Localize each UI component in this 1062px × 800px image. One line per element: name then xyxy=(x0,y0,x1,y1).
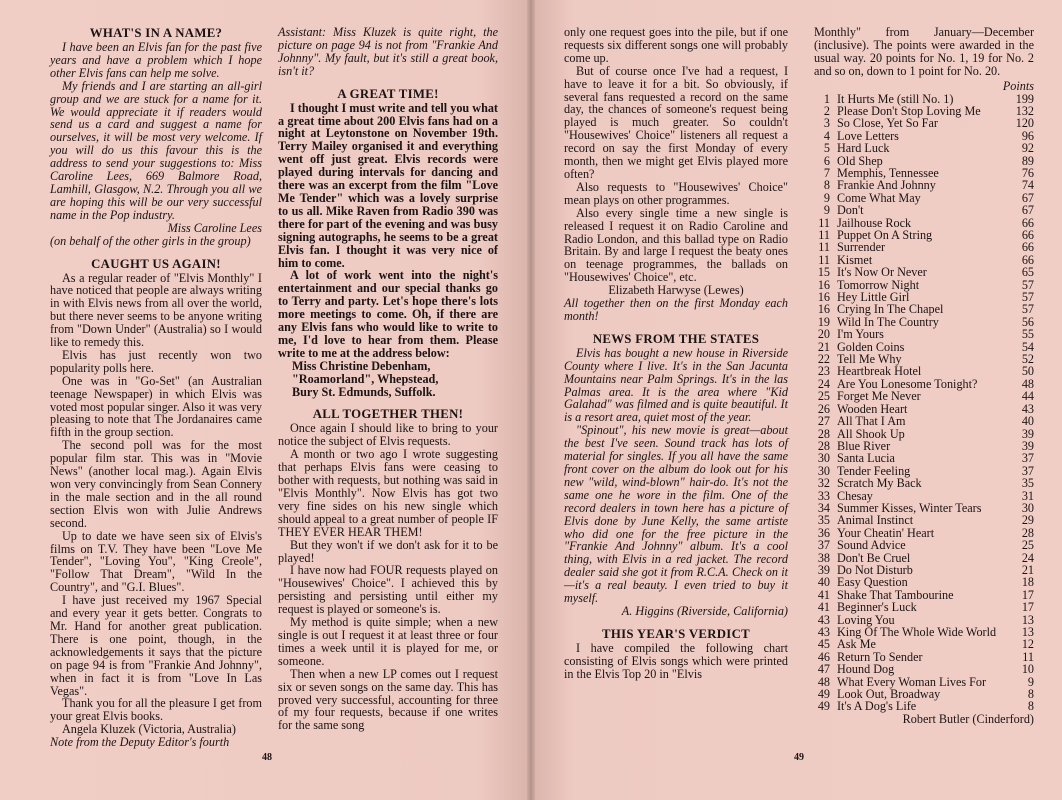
chart-song-title: Puppet On A String xyxy=(837,228,933,242)
letter-paragraph: Thank you for all the pleasure I get from your great Elvis books. xyxy=(50,696,262,724)
chart-rank: 37 xyxy=(817,538,830,553)
chart-points: 66 xyxy=(1021,228,1034,242)
page-number-right: 49 xyxy=(794,752,804,763)
chart-song-title: Tell Me Why xyxy=(837,352,902,367)
chart-points: 37 xyxy=(1021,463,1034,478)
chart-song-title: So Close, Yet So Far xyxy=(837,116,938,131)
chart-rank: 43 xyxy=(817,612,830,627)
chart-intro: Monthly" from January—December (inclusive). The points were awarded in the usual way. 20 points for No. 1, 19 for No. 2 and so on, down to 1 point for No. 20. xyxy=(814,25,1034,78)
chart-song-title: What Every Woman Lives For xyxy=(837,674,987,689)
letter-paragraph: I thought I must write and tell you what a great time about 200 Elvis fans had on a night at Leytonstone on November 19th. Terry Mailey organised it and everything went off just great. Elvis records were played during intervals for dancing and there was an excerpt from the film "Love Me Tender" which was a lovely surprise to us all. Mike Raven from Radio 390 was there for part of the evening and was busy signing autographs, he seems to be a great Elvis fan. I thought it was very nice of him to come. xyxy=(278,100,498,270)
chart-points: 21 xyxy=(1021,562,1034,577)
heading-all-together-then: ALL TOGETHER THEN! xyxy=(312,407,464,422)
address-line: Bury St. Edmunds, Suffolk. xyxy=(292,384,436,399)
chart-rank: 20 xyxy=(817,327,830,342)
chart-points: 92 xyxy=(1021,141,1034,156)
letter-paragraph: I have now had FOUR requests played on "Housewives' Choice". I achieved this by persisting and persisting until either my request is played or someone's is. xyxy=(278,563,498,617)
chart-song-title: Do Not Disturb xyxy=(837,562,913,577)
chart-row xyxy=(814,390,1034,402)
chart-rank: 28 xyxy=(817,438,830,453)
page-number-left: 48 xyxy=(262,752,272,763)
letter-paragraph: But of course once I've had a request, I have to leave it for a bit. So obviously, if several fans requested a record on the same day, the chances of someone's request being played is much greater. So couldn't "Housewives' Choice" listeners all request a record on say the first Monday of every month, then we might get Elvis played more often? xyxy=(564,63,788,181)
chart-row xyxy=(814,477,1034,489)
chart-song-title: Summer Kisses, Winter Tears xyxy=(837,500,982,515)
letter-paragraph: A month or two ago I wrote suggesting that perhaps Elvis fans were ceasing to bother with requests, but nothing was said in "Elvis Monthly". Now Elvis has got two very fine sides on his new single which should appeal to a great number of people IF THEY EVER HEAR THEM! xyxy=(278,447,498,539)
letter-paragraph: Then when a new LP comes out I request six or seven songs on the same day. This has proved very successful, accounting for three of my four requests, because if one writes for the same song xyxy=(278,666,498,733)
chart-rank: 38 xyxy=(817,550,830,565)
chart-points: 66 xyxy=(1021,252,1034,267)
chart-points: 44 xyxy=(1021,389,1034,404)
page-gutter xyxy=(527,0,535,800)
chart-rank: 32 xyxy=(817,476,830,491)
chart-points: 48 xyxy=(1021,376,1034,391)
chart-points: 17 xyxy=(1021,587,1034,602)
chart-song-title: Blue River xyxy=(837,438,891,453)
chart-points: 13 xyxy=(1021,625,1034,639)
chart-row xyxy=(814,700,1034,712)
chart-song-title: All That I Am xyxy=(837,414,906,429)
chart-song-title: Please Don't Stop Loving Me xyxy=(837,103,981,118)
chart-song-title: Hard Luck xyxy=(837,141,890,156)
chart-row xyxy=(814,601,1034,613)
chart-rank: 40 xyxy=(817,575,830,590)
chart-rank: 8 xyxy=(823,178,830,193)
chart-row xyxy=(814,204,1034,216)
chart-points: 18 xyxy=(1021,575,1034,590)
chart-rank: 49 xyxy=(817,699,830,714)
chart-rank: 11 xyxy=(818,252,830,267)
chart-points: 74 xyxy=(1021,178,1034,193)
chart-song-title: Return To Sender xyxy=(837,649,923,664)
chart-rank: 22 xyxy=(817,352,830,367)
chart-rank: 16 xyxy=(817,277,830,292)
chart-rank: 36 xyxy=(817,525,830,540)
chart-row xyxy=(814,638,1034,650)
heading-this-years-verdict: THIS YEAR'S VERDICT xyxy=(602,626,750,641)
letter-paragraph: As a regular reader of "Elvis Monthly" I have noticed that people are always writing in with Elvis news from all over the world, but there never seems to be anyone writing from "Down Under" (Australia) so I would like to remedy this. xyxy=(50,270,262,350)
chart-rank: 30 xyxy=(817,463,830,478)
chart-song-title: Don't Be Cruel xyxy=(837,550,911,565)
chart-row xyxy=(814,266,1034,278)
chart-rank: 21 xyxy=(817,339,830,354)
letter-paragraph: Once again I should like to bring to your notice the subject of Elvis requests. xyxy=(278,421,498,449)
chart-song-title: All Shook Up xyxy=(837,426,905,441)
letter-paragraph: only one request goes into the pile, but if one requests six different songs one will probably come up. xyxy=(564,25,788,65)
chart-rank: 4 xyxy=(823,128,830,143)
column-1 xyxy=(50,26,262,749)
chart-song-title: Come What May xyxy=(837,190,921,205)
chart-song-title: Wild In The Country xyxy=(837,314,939,329)
chart-points: 39 xyxy=(1021,438,1034,453)
chart-rank: 9 xyxy=(823,203,830,218)
chart-points: 66 xyxy=(1021,215,1034,230)
chart-rank: 30 xyxy=(817,451,830,466)
chart-rank: 49 xyxy=(817,687,830,702)
chart-song-title: Are You Lonesome Tonight? xyxy=(837,376,978,391)
chart-song-title: Frankie And Johnny xyxy=(837,178,936,193)
chart-row xyxy=(814,452,1034,464)
heading-a-great-time: A GREAT TIME! xyxy=(337,86,439,101)
chart-song-title: It Hurts Me (still No. 1) xyxy=(837,91,954,106)
letter-signature: Elizabeth Harwyse (Lewes) xyxy=(608,283,744,298)
chart-song-title: Loving You xyxy=(837,612,895,627)
chart-points: 65 xyxy=(1021,265,1034,280)
chart-song-title: Tomorrow Night xyxy=(837,277,920,292)
chart-points: 28 xyxy=(1021,525,1034,540)
chart-song-title: Kismet xyxy=(837,252,873,267)
chart-song-title: Wooden Heart xyxy=(837,401,908,416)
chart-rank: 11 xyxy=(818,240,830,255)
letter-signature: A. Higgins (Riverside, California) xyxy=(621,603,788,618)
letter-signature: Angela Kluzek (Victoria, Australia) xyxy=(62,722,236,737)
chart-points: 17 xyxy=(1021,600,1034,615)
letter-paragraph: I have been an Elvis fan for the past five years and have a problem which I hope other Elvis fans can help me solve. xyxy=(50,40,262,80)
chart-rank: 47 xyxy=(817,662,830,677)
chart-song-title: Forget Me Never xyxy=(837,389,921,404)
chart-points: 39 xyxy=(1021,426,1034,441)
chart-points: 29 xyxy=(1021,513,1034,528)
chart-points: 37 xyxy=(1021,451,1034,466)
points-chart-table xyxy=(814,93,1034,713)
chart-points: 35 xyxy=(1021,476,1034,491)
letter-signature-note: (on behalf of the other girls in the group) xyxy=(50,233,251,248)
column-2 xyxy=(278,26,498,732)
chart-song-title: It's Now Or Never xyxy=(837,265,927,280)
chart-row xyxy=(814,415,1034,427)
letter-paragraph: I have just received my 1967 Special and every year it gets better. Congrats to Mr. Hand for another great publication. There is one point, though, in the acknowledgements it says that the picture on page 94 is from "Frankie And Johnny", when in fact it is from "Love In Las Vegas". xyxy=(50,593,262,698)
chart-points: 43 xyxy=(1021,401,1034,416)
chart-row xyxy=(814,179,1034,191)
chart-rank: 48 xyxy=(817,674,830,689)
chart-points: 96 xyxy=(1021,128,1034,143)
letter-paragraph: A lot of work went into the night's entertainment and our special thanks go to Terry and party. Let's hope there's lots more meetings to come. Oh, if there are any Elvis fans who would like to write to me, I'd love to hear from them. Please write to me at the address below: xyxy=(278,268,498,360)
chart-rank: 2 xyxy=(823,103,830,118)
column-4 xyxy=(814,26,1034,726)
letter-paragraph: Elvis has bought a new house in Riverside County where I live. It's in the San Jacunta Mountains near Palm Springs. It's in the las Palmas area. It is the area where "Kid Galahad" was filmed and is quite beautiful. It is a resort area, quiet most of the year. xyxy=(564,345,788,425)
chart-song-title: Easy Question xyxy=(837,575,908,590)
letter-paragraph: I have compiled the following chart consisting of Elvis songs which were printed in the Elvis Top 20 in "Elvis xyxy=(564,640,788,681)
chart-row xyxy=(814,142,1034,154)
chart-rank: 16 xyxy=(817,302,830,317)
chart-points: 31 xyxy=(1021,488,1034,503)
heading-whats-in-a-name: WHAT'S IN A NAME? xyxy=(89,26,223,40)
heading-news-from-the-states: NEWS FROM THE STATES xyxy=(592,331,760,346)
chart-points: 67 xyxy=(1021,190,1034,205)
chart-rank: 24 xyxy=(817,376,830,391)
chart-points: 12 xyxy=(1021,637,1034,652)
chart-rank: 7 xyxy=(823,165,830,180)
chart-points: 11 xyxy=(1022,649,1034,664)
chart-rank: 41 xyxy=(817,600,830,615)
chart-points: 8 xyxy=(1027,687,1034,702)
chart-song-title: Hey Little Girl xyxy=(837,290,910,305)
chart-rank: 26 xyxy=(817,401,830,416)
chart-song-title: It's A Dog's Life xyxy=(837,699,917,714)
chart-row xyxy=(814,117,1034,129)
chart-row xyxy=(814,539,1034,551)
chart-rank: 5 xyxy=(823,141,830,156)
chart-rank: 11 xyxy=(818,228,830,242)
chart-song-title: Tender Feeling xyxy=(837,463,911,478)
chart-song-title: Ask Me xyxy=(837,637,876,652)
chart-signature: Robert Butler (Cinderford) xyxy=(902,711,1034,726)
address-line: Miss Christine Debenham, xyxy=(292,358,431,373)
chart-points: 9 xyxy=(1027,674,1034,689)
chart-points: 30 xyxy=(1021,500,1034,515)
letter-paragraph: My friends and I are starting an all-girl group and we are stuck for a name for it. We would appreciate it if readers would send us a card and suggest a name for ourselves, it will be most very welcome. If you will do us this favour this is the address to send your suggestions to: Miss Caroline Lees, 669 Balmore Road, Lamhill, Glasgow, N.2. Through you all we are hoping this will be our very successful name in the Pop industry. xyxy=(50,78,262,222)
chart-points: 67 xyxy=(1021,203,1034,218)
chart-song-title: Beginner's Luck xyxy=(837,600,917,615)
letter-paragraph: Up to date we have seen six of Elvis's films on T.V. They have been "Love Me Tender", "Loving You", "King Creole", "Follow That Dream", "Wild In the Country", and "G.I. Blues". xyxy=(50,528,262,595)
chart-rank: 3 xyxy=(823,116,830,131)
address-line: "Roamorland", Whepstead, xyxy=(292,371,439,386)
chart-rank: 27 xyxy=(817,414,830,429)
chart-points: 52 xyxy=(1021,352,1034,367)
letter-paragraph: One was in "Go-Set" (an Australian teenage Newspaper) in which Elvis was voted most popular singer. Also it was very pleasing to note that The Jordanaires came fifth in the group section. xyxy=(50,373,262,440)
chart-row xyxy=(814,663,1034,675)
chart-row xyxy=(814,303,1034,315)
chart-row xyxy=(814,241,1034,253)
chart-rank: 33 xyxy=(817,488,830,503)
chart-points: 56 xyxy=(1021,314,1034,329)
chart-song-title: Golden Coins xyxy=(837,339,905,354)
chart-rank: 25 xyxy=(817,389,830,404)
chart-song-title: Look Out, Broadway xyxy=(837,687,941,702)
chart-row xyxy=(814,365,1034,377)
chart-points: 13 xyxy=(1021,612,1034,627)
chart-song-title: I'm Yours xyxy=(837,327,884,342)
chart-row xyxy=(814,514,1034,526)
editor-note-continued: Assistant: Miss Kluzek is quite right, the picture on page 94 is not from "Frankie And Johnny". My fault, but it's still a great book, isn't it? xyxy=(278,25,498,78)
chart-row xyxy=(814,576,1034,588)
letter-paragraph: The second poll was for the most popular film star. This was in "Movie News" (another local mag.). Again Elvis won very convincingly from Sean Connery in the male section and in the all round section Elvis won with Julie Andrews second. xyxy=(50,438,262,530)
chart-rank: 1 xyxy=(823,91,830,106)
chart-song-title: Sound Advice xyxy=(837,538,906,553)
chart-song-title: Don't xyxy=(837,203,864,218)
chart-points: 199 xyxy=(1015,91,1034,106)
letter-signature: Miss Caroline Lees xyxy=(167,220,262,235)
letter-paragraph: Elvis has just recently won two popularity polls here. xyxy=(50,347,262,375)
letter-paragraph: Also every single time a new single is released I request it on Radio Caroline and Radio London, and this ballad type on Radio Britain. By and large I request the beaty ones on teenage programmes, the ballads on "Housewives' Choice", etc. xyxy=(564,205,788,285)
chart-rank: 15 xyxy=(817,265,830,280)
chart-rank: 9 xyxy=(823,190,830,205)
chart-song-title: Surrender xyxy=(837,240,886,255)
chart-points: 132 xyxy=(1015,103,1034,118)
chart-points: 40 xyxy=(1021,414,1034,429)
chart-rank: 43 xyxy=(817,625,830,639)
chart-song-title: Heartbreak Hotel xyxy=(837,364,922,379)
editor-note: All together then on the first Monday each month! xyxy=(564,296,788,323)
chart-rank: 45 xyxy=(817,637,830,652)
chart-song-title: Jailhouse Rock xyxy=(837,215,912,230)
chart-points: 10 xyxy=(1021,662,1034,677)
chart-points: 57 xyxy=(1021,290,1034,305)
chart-rank: 35 xyxy=(817,513,830,528)
chart-song-title: Hound Dog xyxy=(837,662,895,677)
chart-rank: 16 xyxy=(817,290,830,305)
chart-points: 54 xyxy=(1021,339,1034,354)
chart-rank: 23 xyxy=(817,364,830,379)
chart-points: 66 xyxy=(1021,240,1034,255)
chart-song-title: Crying In The Chapel xyxy=(837,302,944,317)
chart-rank: 11 xyxy=(818,215,830,230)
chart-rank: 41 xyxy=(817,587,830,602)
chart-rank: 28 xyxy=(817,426,830,441)
chart-rank: 6 xyxy=(823,153,830,168)
letter-paragraph: Also requests to "Housewives' Choice" mean plays on other programmes. xyxy=(564,179,788,207)
chart-row xyxy=(814,328,1034,340)
chart-points: 120 xyxy=(1015,116,1034,131)
chart-rank: 46 xyxy=(817,649,830,664)
chart-song-title: Old Shep xyxy=(837,153,883,168)
chart-rank: 19 xyxy=(817,314,830,329)
chart-song-title: Your Cheatin' Heart xyxy=(837,525,935,540)
chart-points: 89 xyxy=(1021,153,1034,168)
chart-song-title: Santa Lucia xyxy=(837,451,895,466)
chart-rank: 34 xyxy=(817,500,830,515)
letter-paragraph: But they won't if we don't ask for it to be played! xyxy=(278,537,498,565)
chart-song-title: Chesay xyxy=(837,488,873,503)
chart-points: 55 xyxy=(1021,327,1034,342)
chart-points: 57 xyxy=(1021,302,1034,317)
chart-points: 24 xyxy=(1021,550,1034,565)
chart-song-title: Shake That Tambourine xyxy=(837,587,954,602)
chart-song-title: Love Letters xyxy=(837,128,899,143)
chart-song-title: King Of The Whole Wide World xyxy=(837,625,997,639)
points-header: Points xyxy=(1002,78,1034,93)
chart-song-title: Scratch My Back xyxy=(837,476,922,491)
letter-paragraph: "Spinout", his new movie is great—about the best I've seen. Sound track has lots of material for singles. If you all have the same front cover on the album do look out for his new "wild, wind-blown" hair-do. It's not the same one he wore in the film. One of the record dealers in town here has a picture of Elvis done by June Kelly, the same artiste who did one for the free picture in the "Frankie And Johnny" album. It's a cool thing, with Elvis in a red jacket. The record dealer said she got it from R.C.A. Check on it—it's a real beauty. I even tried to buy it myself. xyxy=(564,423,788,606)
chart-points: 25 xyxy=(1021,538,1034,553)
chart-song-title: Memphis, Tennessee xyxy=(837,165,939,180)
column-3 xyxy=(564,26,788,681)
editor-note: Note from the Deputy Editor's fourth xyxy=(50,735,230,750)
chart-points: 50 xyxy=(1021,364,1034,379)
letter-paragraph: My method is quite simple; when a new single is out I request it at least three or four times a week until it is played for me, or someone. xyxy=(278,615,498,668)
chart-points: 8 xyxy=(1027,699,1034,714)
chart-points: 76 xyxy=(1021,165,1034,180)
heading-caught-us-again: CAUGHT US AGAIN! xyxy=(91,256,221,271)
chart-points: 57 xyxy=(1021,277,1034,292)
chart-song-title: Animal Instinct xyxy=(837,513,914,528)
chart-rank: 39 xyxy=(817,562,830,577)
